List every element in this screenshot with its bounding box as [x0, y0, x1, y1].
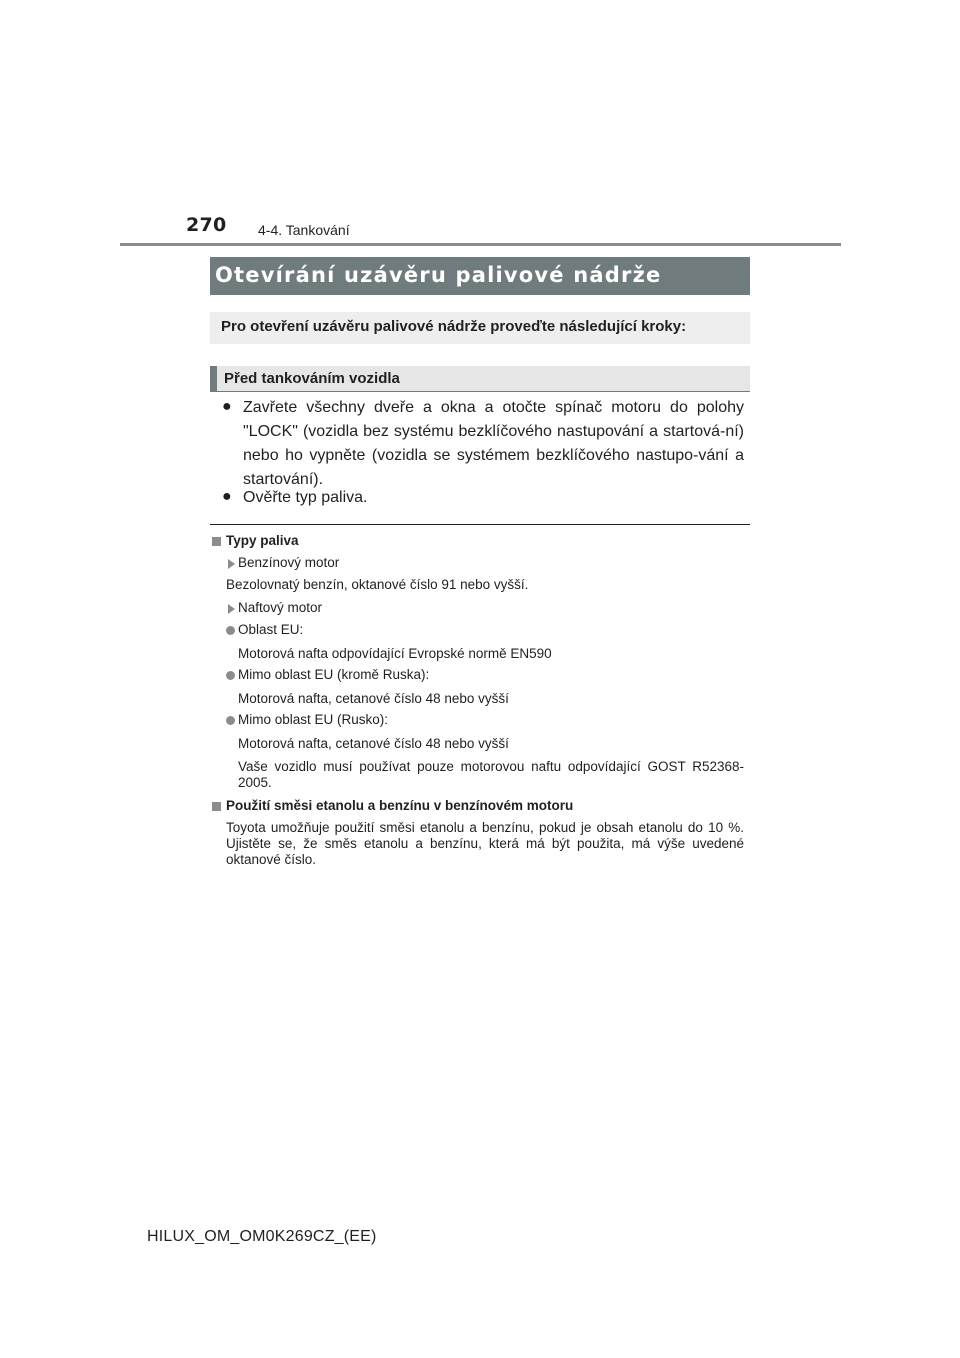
subheading: Před tankováním vozidla	[224, 370, 400, 387]
petrol-engine-text: Bezolovnatý benzín, oktanové číslo 91 nebo vyšší.	[226, 577, 529, 592]
step-2-text: Ověřte typ paliva.	[243, 489, 368, 506]
page-number: 270	[186, 214, 227, 236]
footer-code: HILUX_OM_OM0K269CZ_(EE)	[147, 1228, 377, 1245]
region-label: Oblast EU:	[238, 622, 304, 637]
step-bullet-icon: ●	[222, 488, 232, 505]
bullet-dot-icon	[226, 626, 235, 635]
region-label: Mimo oblast EU (Rusko):	[238, 712, 389, 727]
note-heading-ethanol: Použití směsi etanolu a benzínu v benzínovém motoru	[226, 798, 574, 813]
ethanol-text: Toyota umožňuje použití směsi etanolu a benzínu, pokud je obsah etanolu do 10 %. Ujistěte se, že směs etanolu a benzínu, která má být použita, má výše uvedené oktanové číslo.	[226, 820, 744, 867]
section-divider	[210, 524, 750, 525]
petrol-engine-label: Benzínový motor	[238, 555, 340, 570]
bullet-dot-icon	[226, 671, 235, 680]
subheading-marker	[210, 366, 217, 392]
note-square-icon	[212, 802, 221, 811]
step-1-text: Zavřete všechny dveře a okna a otočte spínač motoru do polohy "LOCK" (vozidla bez systému bezklíčového nastupování a startová-ní) nebo ho vypněte (vozidla se systémem bezklíčového nastupo-vání a startování).	[243, 399, 744, 488]
diesel-engine-label: Naftový motor	[238, 600, 323, 615]
arrow-right-icon	[228, 559, 235, 569]
bullet-dot-icon	[226, 716, 235, 725]
region-text: Motorová nafta odpovídající Evropské normě EN590	[238, 646, 552, 661]
arrow-right-icon	[228, 604, 235, 614]
region-text: Motorová nafta, cetanové číslo 48 nebo vyšší	[238, 736, 509, 751]
step-bullet-icon: ●	[222, 398, 232, 415]
gost-note: Vaše vozidlo musí používat pouze motorovou naftu odpovídající GOST R52368-2005.	[238, 759, 744, 790]
section-label: 4-4. Tankování	[258, 222, 350, 238]
intro-text: Pro otevření uzávěru palivové nádrže proveďte následující kroky:	[221, 318, 687, 335]
region-label: Mimo oblast EU (kromě Ruska):	[238, 667, 430, 682]
note-heading-fuel-types: Typy paliva	[226, 533, 299, 548]
header-rule	[120, 243, 841, 246]
note-square-icon	[212, 537, 221, 546]
region-text: Motorová nafta, cetanové číslo 48 nebo vyšší	[238, 691, 509, 706]
page-title: Otevírání uzávěru palivové nádrže	[215, 263, 662, 287]
